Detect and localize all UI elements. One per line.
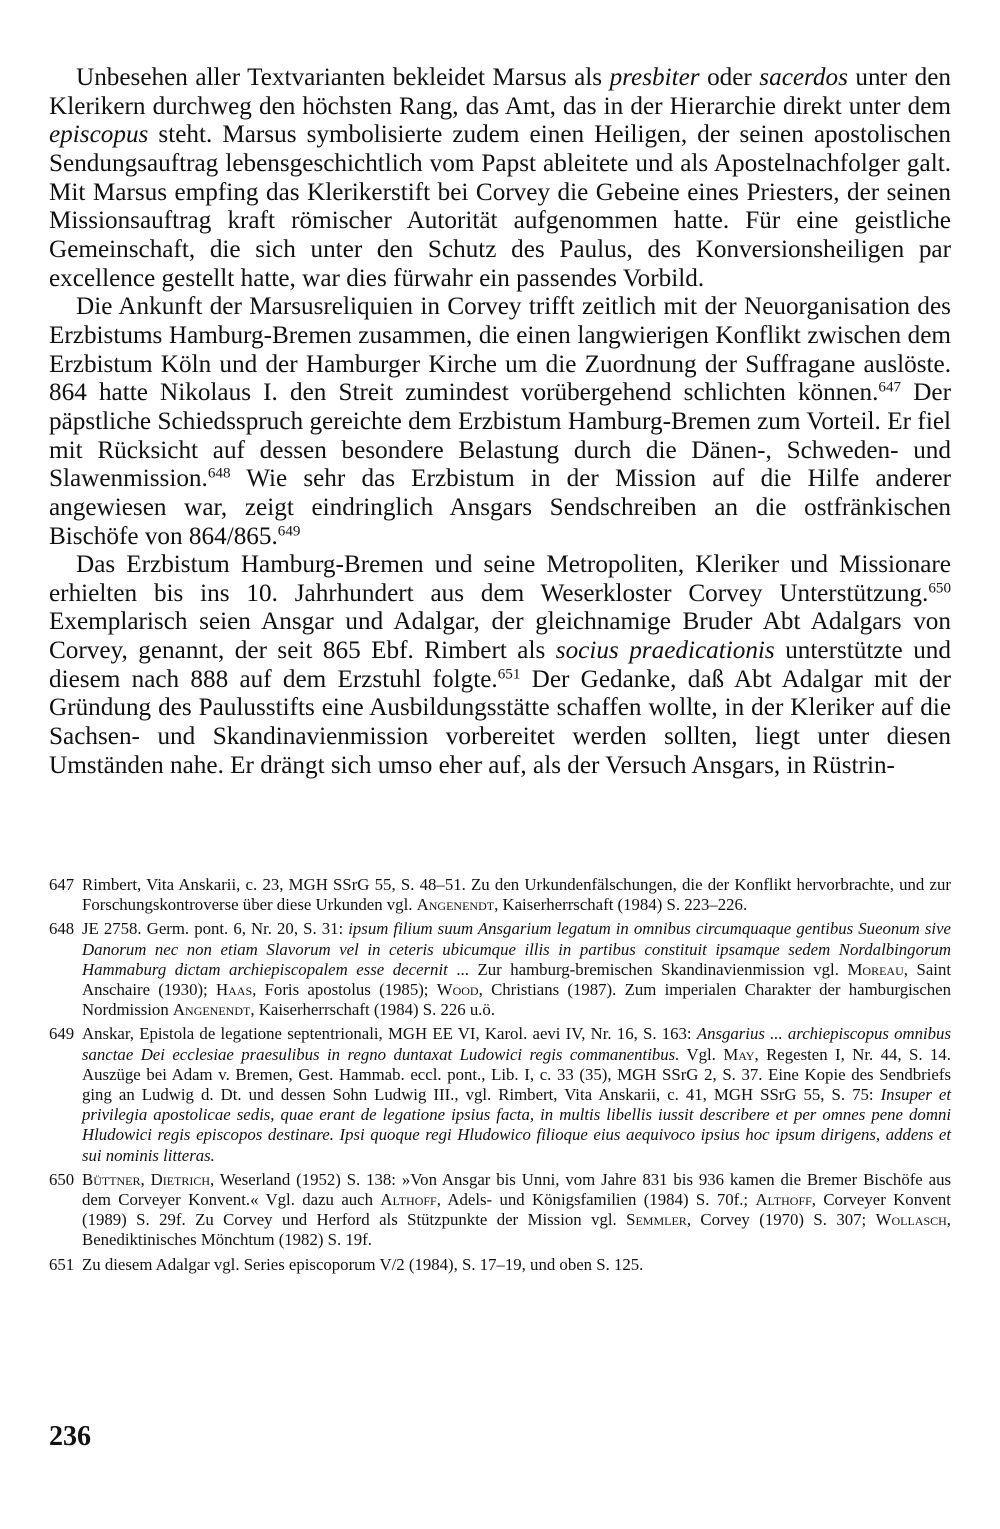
text-run: Der päpstliche Schiedsspruch gereichte dem Erzbistum Hamburg-Bremen zum Vorteil. Er fiel mit Rücksicht auf dessen besondere Belastung durch die Dänen-, Schweden- und Slawenmission. bbox=[49, 379, 951, 493]
footnote-ref: 651 bbox=[497, 666, 521, 683]
text-run: , Foris apostolus (1985); bbox=[252, 980, 437, 1000]
footnote-number: 648 bbox=[49, 919, 75, 939]
text-run: Exemplarisch seien Ansgar und Adalgar, der gleichnamige Bruder Abt Adalgars von Corvey, genannt, der seit 865 Ebf. Rimbert als bbox=[49, 608, 951, 665]
author-name: Althoff bbox=[755, 1190, 812, 1210]
author-name: Wood bbox=[436, 980, 479, 1000]
text-run: unter den Klerikern durchweg den höchsten Rang, das Amt, das in der Hierarchie direkt unter dem bbox=[49, 64, 951, 120]
text-run: , Christians (1987). Zum imperialen Charakter der hamburgischen Nordmission bbox=[82, 980, 952, 1020]
text-run: , Kaiserherrschaft (1984) S. 223–226. bbox=[494, 895, 748, 915]
text-run: , Corveyer Konvent (1989) S. 29f. Zu Corvey und Herford als Stützpunkte der Mission vgl. bbox=[82, 1190, 951, 1230]
footnote-ref: 648 bbox=[207, 465, 231, 482]
italic-term: presbiter bbox=[609, 64, 700, 91]
footnote-647 bbox=[49, 875, 951, 915]
author-name: Moreau bbox=[847, 959, 904, 979]
author-name: Haas bbox=[216, 980, 253, 1000]
author-name: Büttner, Dietrich bbox=[82, 1169, 211, 1189]
text-run: , Saint Anschaire (1930); bbox=[82, 959, 952, 1000]
text-run: ... Zur hamburg-bremischen Skandinavienmission vgl. bbox=[447, 959, 848, 979]
footnote-text bbox=[82, 875, 951, 915]
author-name: Angenendt bbox=[172, 1000, 251, 1020]
footnote-ref: 647 bbox=[878, 379, 902, 396]
text-run: Unbesehen aller Textvarianten bekleidet Marsus als bbox=[76, 64, 610, 91]
text-run: Die Ankunft der Marsusreliquien in Corvey trifft zeitlich mit der Neuorganisation des Erzbistums Hamburg-Bremen zusammen, die einen langwierigen Konflikt zwischen dem Erzbistum Köln und der Hamburger Kirche um die Zuordnung der Suffragane auslöste. 864 hatte Nikolaus I. den Streit zumindest vorübergehend schlichten können. bbox=[49, 293, 951, 407]
footnote-ref: 649 bbox=[277, 523, 301, 540]
text-run: Anskar, Epistola de legatione septentrionali, MGH EE VI, Karol. aevi IV, Nr. 16, S. 163: bbox=[82, 1024, 697, 1044]
text-run: , Adels- und Königsfamilien (1984) S. 70f.; bbox=[436, 1190, 756, 1210]
latin-quote: Ansgarius ... archiepiscopus omnibus sanctae Dei ecclesiae praesulibus in regno duntaxat Ludowici regis commanentibus. bbox=[82, 1024, 951, 1064]
paragraph-1 bbox=[49, 64, 951, 293]
italic-term: episcopus bbox=[49, 121, 149, 149]
author-name: Semmler bbox=[626, 1210, 687, 1230]
text-run: , Kaiserherrschaft (1984) S. 226 u.ö. bbox=[250, 1000, 496, 1020]
latin-quote: ipsum filium suum Ansgarium legatum in omnibus circumquaque gentibus Sueonum sive Danorum nec non etiam Slavorum vel in ceteris ubicumque illis in partibus constituit ipsamque sedem Nordalbingorum Hammaburg dictam archiepiscopalem esse decernit bbox=[82, 919, 951, 979]
text-run: steht. Marsus symbolisierte zudem einen Heiligen, der seinen apostolischen Sendungsauftrag lebensgeschichtlich vom Papst ableitete und als Apostelnachfolger galt. Mit Marsus empfing das Klerikerstift bei Corvey die Gebeine eines Priesters, der seinen Missionsauftrag kraft römischer Autorität aufgenommen hatte. Für eine geistliche Gemeinschaft, die sich unter den Schutz des Paulus, des Konversionsheiligen par excellence gestellt hatte, war dies fürwahr ein passendes Vorbild. bbox=[49, 121, 951, 292]
footnote-number: 647 bbox=[49, 875, 75, 894]
text-run: Das Erzbistum Hamburg-Bremen und seine Metropoliten, Kleriker und Missionare erhielten bis ins 10. Jahrhundert aus dem Weserkloster Corvey Unterstützung. bbox=[49, 551, 951, 607]
footnote-text bbox=[82, 919, 951, 1020]
paragraph-3 bbox=[49, 551, 951, 780]
text-run: Rimbert, Vita Anskarii, c. 23, MGH SSrG 55, S. 48–51. Zu den Urkundenfälschungen, die der Konflikt hervorbrachte, und zur Forschungskontroverse über diese Urkunden vgl. bbox=[82, 875, 951, 915]
text-run: unterstützte und diesem nach 888 auf dem Erzstuhl folgte. bbox=[49, 637, 951, 693]
footnote-number: 651 bbox=[49, 1254, 75, 1274]
italic-term: socius praedicationis bbox=[555, 637, 775, 665]
text-run: Wie sehr das Erzbistum in der Mission auf die Hilfe anderer angewiesen war, zeigt eindringlich Ansgars Sendschreiben an die ostfränkischen Bischöfe von 864/865. bbox=[49, 465, 951, 550]
text-run: , Regesten I, Nr. 44, S. 14. Auszüge bei Adam v. Bremen, Gest. Hammab. eccl. pont., Lib. I, c. 33 (35), MGH SSrG 2, S. 37. Eine Kopie des Sendbriefs ging an Ludwig d. Dt. und dessen Sohn Ludwig III., vgl. Rimbert, Vita Anskarii, c. 41, MGH SSrG 55, S. 75: bbox=[82, 1044, 951, 1105]
text-run: oder bbox=[699, 64, 760, 91]
footnote-number: 649 bbox=[49, 1024, 75, 1044]
latin-quote: Insuper et privilegia apostolicae sedis, quae erant de legatione ipsius facta, in multis libellis iussit describere et per omnes pene domni Hludowici regis episcopos destinare. Ipsi quoque regi Hludowico filioque eius aequivoco ipsius hoc ipsum dirigens, addens et sui nominis litteras. bbox=[82, 1085, 952, 1165]
paragraph-2 bbox=[49, 293, 951, 551]
italic-term: sacerdos bbox=[759, 64, 848, 91]
author-name: Wollasch bbox=[875, 1210, 947, 1230]
main-text bbox=[49, 64, 951, 780]
author-name: Althoff bbox=[380, 1190, 437, 1210]
footnote-number: 650 bbox=[49, 1169, 75, 1189]
text-run: JE 2758. Germ. pont. 6, Nr. 20, S. 31: bbox=[82, 919, 349, 939]
footnote-648 bbox=[49, 919, 951, 1020]
footnote-text bbox=[82, 1170, 951, 1251]
author-name: May bbox=[723, 1044, 755, 1064]
text-run: , Weserland (1952) S. 138: »Von Ansgar bis Unni, vom Jahre 831 bis 936 kamen die Bremer Bischöfe aus dem Corveyer Konvent.« Vgl. dazu auch bbox=[82, 1169, 951, 1210]
text-run: , Benediktinisches Mönchtum (1982) S. 19f. bbox=[82, 1210, 951, 1250]
footnotes bbox=[49, 875, 951, 1279]
footnote-ref: 650 bbox=[928, 580, 951, 597]
footnote-text bbox=[82, 1024, 951, 1165]
footnote-650 bbox=[49, 1170, 951, 1251]
text-run: Der Gedanke, daß Abt Adalgar mit der Gründung des Paulusstifts eine Ausbildungsstätte schaffen wollte, in der Kleriker auf die Sachsen- und Skandinavienmission vorbereitet werden sollten, liegt unter diesen Umständen nahe. Er drängt sich umso eher auf, als der Versuch Ansgars, in Rüstrin- bbox=[49, 665, 951, 779]
footnote-text: Zu diesem Adalgar vgl. Series episcoporum V/2 (1984), S. 17–19, und oben S. 125. bbox=[82, 1254, 644, 1274]
footnote-649 bbox=[49, 1024, 951, 1165]
text-run: , Corvey (1970) S. 307; bbox=[686, 1210, 876, 1230]
author-name: Angenendt bbox=[416, 895, 495, 915]
page-number: 236 bbox=[49, 1421, 91, 1452]
text-run: Vgl. bbox=[679, 1044, 724, 1064]
footnote-651 bbox=[49, 1255, 951, 1275]
